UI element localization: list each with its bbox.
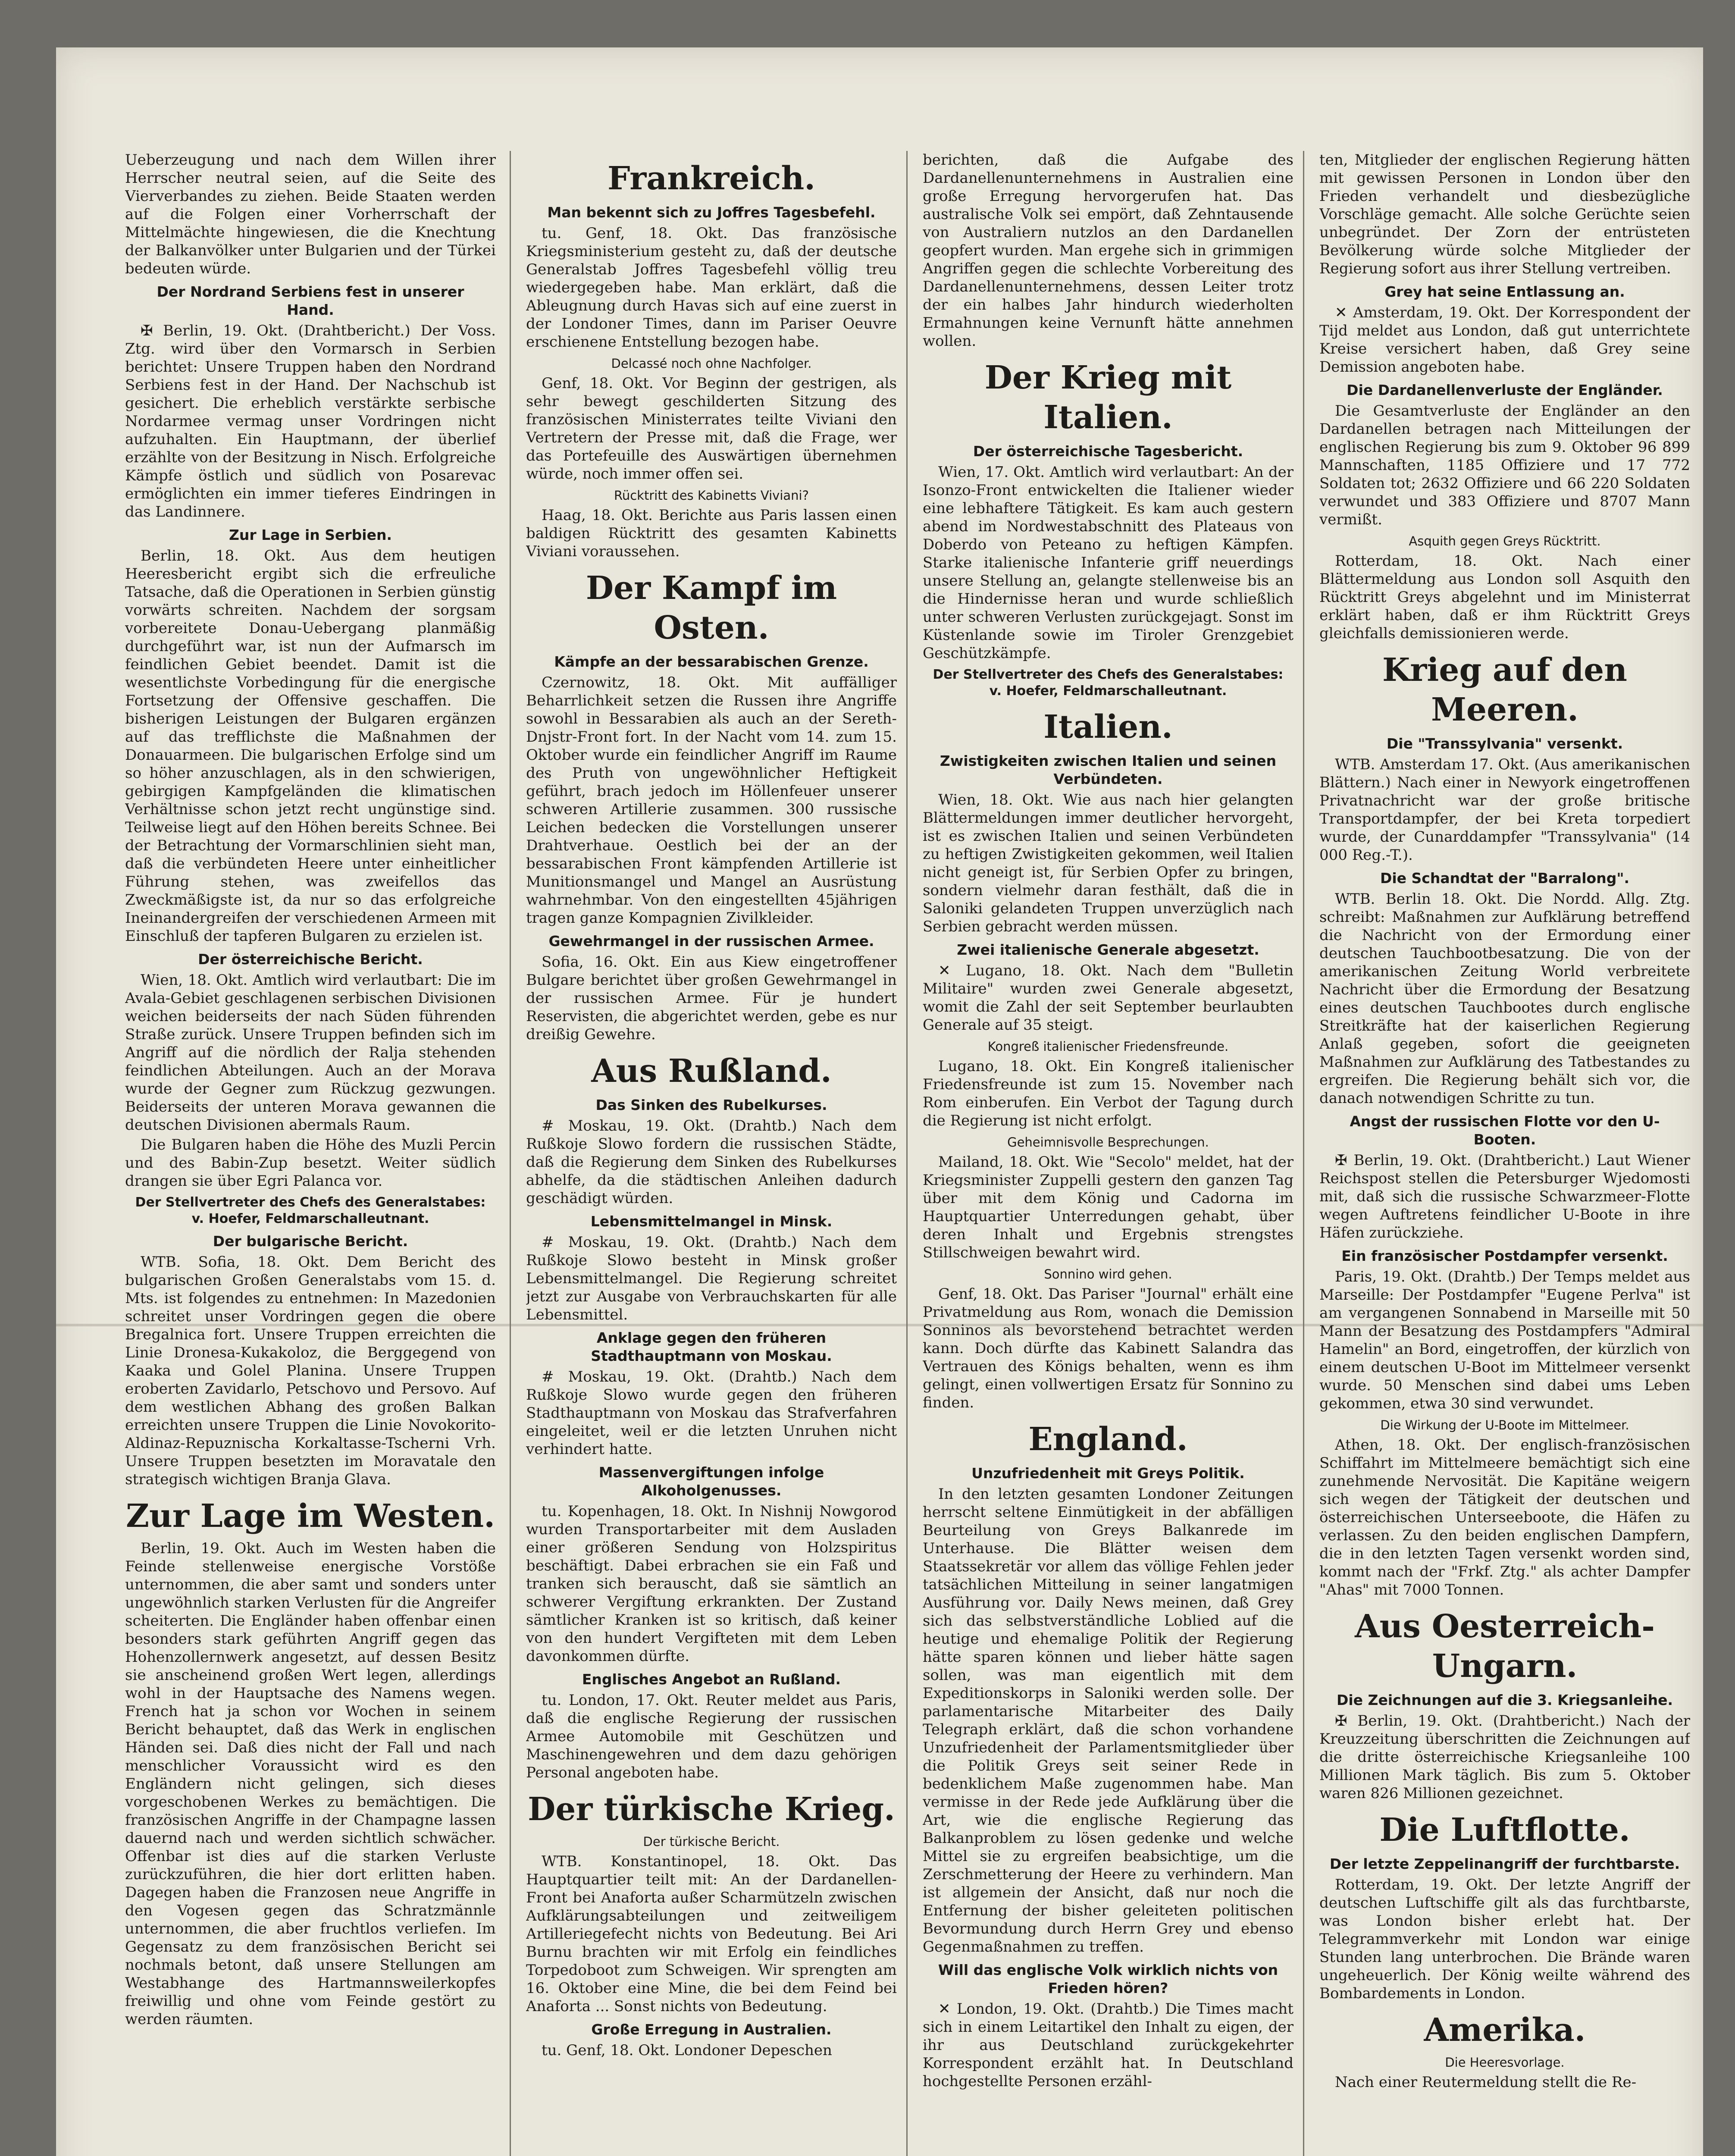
- article-paragraph: ✕ Amsterdam, 19. Okt. Der Korrespondent der Tijd meldet aus London, daß gut unterrichtete Kreise versichert haben, daß Grey seine Demission angeboten habe.: [1319, 304, 1690, 376]
- article-subheading: Kämpfe an der bessarabischen Grenze.: [554, 653, 869, 670]
- section-headline: Krieg auf den Meeren.: [1382, 652, 1627, 728]
- article-paragraph: ✠ Berlin, 19. Okt. (Drahtbericht.) Der Voss. Ztg. wird über den Vormarsch in Serbien berichtet: Unsere Truppen haben den Nordrand Serbiens fest in der Hand. Der Nachschub ist gesichert. Die erheblich verstärkte serbische Nordarmee vermag unser Vordringen nicht aufzuhalten. Ein Hauptmann, der überlief erzählte von der Besitzung in Nisch. Erfolgreiche Kämpfe östlich und südlich von Posarevac ermöglichten ein immer tieferes Eindringen in das Landinnere.: [125, 322, 496, 520]
- article-kicker: Sonnino wird gehen.: [1044, 1267, 1172, 1282]
- article-subheading: Zur Lage in Serbien.: [229, 526, 392, 543]
- column-2: [526, 151, 897, 2156]
- article-subheading: Die "Transsylvania" versenkt.: [1386, 735, 1623, 752]
- column-3: [923, 151, 1293, 2156]
- article-subheading: Will das englische Volk wirklich nichts von Frieden hören?: [938, 1962, 1278, 1996]
- article-paragraph: WTB. Amsterdam 17. Okt. (Aus amerikanischen Blättern.) Nach einer in Newyork eingetroffenen Privatnachricht war der große britische Transportdampfer, der bei Kreta torpediert wurde, der Cunarddampfer "Transsylvania" (14 000 Reg.-T.).: [1319, 756, 1690, 864]
- column-rule: [906, 151, 908, 2156]
- article-subheading: Lebensmittelmangel in Minsk.: [590, 1213, 833, 1230]
- article-subheading: Man bekennt sich zu Joffres Tagesbefehl.: [547, 204, 876, 221]
- article-paragraph: Wien, 18. Okt. Wie aus nach hier gelangten Blättermeldungen immer deutlicher hervorgeht, ist es zwischen Italien und seinen Verbündeten zu heftigen Zwistigkeiten gekommen, weil Italien nicht geneigt ist, für Serbien Opfer zu bringen, sondern vielmehr daran festhält, daß die in Saloniki gelandeten Truppen unverzüglich nach Serbien gebracht werden müssen.: [923, 791, 1293, 935]
- article-paragraph: Rotterdam, 18. Okt. Nach einer Blättermeldung aus London soll Asquith den Rücktritt Greys abgelehnt und im Ministerrat erklärt haben, daß er ihm Rücktritt Greys gleichfalls demissionieren werde.: [1319, 552, 1690, 642]
- article-paragraph: Die Bulgaren haben die Höhe des Muzli Percin und des Babin-Zup besetzt. Weiter südlich drangen sie über Egri Palanca vor.: [125, 1136, 496, 1190]
- article-paragraph: Athen, 18. Okt. Der englisch-französischen Schiffahrt im Mittelmeere bemächtigt sich eine zunehmende Nervosität. Die Kapitäne weigern sich wegen der Tätigkeit der deutschen und österreichischen Unterseeboote, die Häfen zu verlassen. Zu den beiden englischen Dampfern, die in den letzten Tagen versenkt worden sind, kommt nach der "Frkf. Ztg." als achter Dampfer "Ahas" mit 7000 Tonnen.: [1319, 1436, 1690, 1598]
- article-paragraph: tu. Kopenhagen, 18. Okt. In Nishnij Nowgorod wurden Transportarbeiter mit dem Ausladen einer größeren Sendung von Holzspiritus beschäftigt. Dabei erbrachen sie ein Faß und tranken sich berauscht, daß sie sämtlich an schwerer Vergiftung erkrankten. Der Zustand sämtlicher Kranken ist so kritisch, daß keiner von den hundert Vergifteten mit dem Leben davonkommen dürfte.: [526, 1503, 897, 1665]
- article-subheading: Der Nordrand Serbiens fest in unserer Hand.: [157, 283, 464, 318]
- article-paragraph: ✠ Berlin, 19. Okt. (Drahtbericht.) Laut Wiener Reichspost stellen die Petersburger Wjedomosti mit, daß sich die russische Schwarzmeer-Flotte wegen Auftretens feindlicher U-Boote in ihre Häfen zurückziehe.: [1319, 1152, 1690, 1241]
- article-paragraph: WTB. Berlin 18. Okt. Die Nordd. Allg. Ztg. schreibt: Maßnahmen zur Aufklärung betreffend die Nachricht von der Ermordung einer deutschen Tauchbootbesatzung. Die von der amerikanischen Zeitung World verbreitete Nachricht über die Ermordung der Besatzung eines deutschen Tauchbootes durch englische Streitkräfte hat der kaiserlichen Regierung Anlaß gegeben, sofort die geeigneten Maßnahmen zur Aufklärung des Tatbestandes zu ergreifen. Die Regierung behält sich vor, die danach notwendigen Schritte zu tun.: [1319, 890, 1690, 1107]
- article-subheading: Große Erregung in Australien.: [591, 2021, 832, 2038]
- article-paragraph: Berlin, 18. Okt. Aus dem heutigen Heeresbericht ergibt sich die erfreuliche Tatsache, daß die Operationen in Serbien günstig vorwärts schreiten. Nachdem der sorgsam vorbereitete Donau-Uebergang planmäßig durchgeführt war, ist nun der Aufmarsch im feindlichen Gebiet beendet. Damit ist die wesentlichste Vorbedingung für die energische Fortsetzung der Offensive geschaffen. Die bisherigen Leistungen der Bulgaren ergänzen auf das trefflichste die Maßnahmen der Donauarmeen. Die bulgarischen Erfolge sind um so höher anzuschlagen, als in den schwierigen, gebirgigen Kampfgeländen die klimatischen Verhältnisse schon jetzt recht ungünstige sind. Teilweise liegt auf den Höhen bereits Schnee. Bei der Betrachtung der Vormarschlinien sieht man, daß die verbündeten Heere unter einheitlicher Führung stehen, was zweifellos das Zweckmäßigste ist, da nur so das erfolgreiche Ineinandergreifen der verschiedenen Armeen mit Einschluß der tapferen Bulgaren zu erzielen ist.: [125, 547, 496, 945]
- signature-line: Der Stellvertreter des Chefs des Generalstabes: v. Hoefer, Feldmarschalleutnant.: [933, 667, 1284, 699]
- article-paragraph: Wien, 17. Okt. Amtlich wird verlautbart: An der Isonzo-Front entwickelten die Italiener wieder eine lebhaftere Tätigkeit. Es kam auch gestern abend im Nordwestabschnitt des Plateaus von Doberdo von Peteano zu heftigen Kämpfen. Starke italienische Infanterie griff neuerdings unsere Stellung an, gelangte stellenweise bis an die Hindernisse heran und wurde schließlich unter schweren Verlusten zurückgejagt. Sonst im Küstenlande sowie im Tiroler Grenzgebiet Geschützkämpfe.: [923, 464, 1293, 662]
- article-kicker: Asquith gegen Greys Rücktritt.: [1409, 534, 1601, 548]
- article-subheading: Massenvergiftungen infolge Alkoholgenusses.: [598, 1464, 824, 1499]
- article-paragraph: Sofia, 16. Okt. Ein aus Kiew eingetroffener Bulgare berichtet über großen Gewehrmangel in der russischen Armee. Für je hundert Reservisten, die abgerichtet werden, gebe es nur dreißig Gewehre.: [526, 953, 897, 1043]
- column-1: [125, 151, 496, 2156]
- article-kicker: Geheimnisvolle Besprechungen.: [1007, 1135, 1209, 1150]
- article-paragraph: # Moskau, 19. Okt. (Drahtb.) Nach dem Rußkoje Slowo wurde gegen den früheren Stadthauptmann von Moskau das Strafverfahren eingeleitet, weil er die letzten Unruhen nicht verhindert hatte.: [526, 1368, 897, 1458]
- article-paragraph: In den letzten gesamten Londoner Zeitungen herrscht seltene Einmütigkeit in der abfälligen Beurteilung von Greys Balkanrede im Unterhause. Die Blätter weisen dem Staatssekretär vor allem das völlige Fehlen jeder tatsächlichen Mitteilung in seiner langatmigen Ausführung vor. Daily News meinen, daß Grey sich das selbstverständliche Loblied auf die heutige und ehemalige Politik der Regierung hätte sparen können und lieber hätte sagen sollen, was man eigentlich mit dem Expeditionskorps in Saloniki werden solle. Der parlamentarische Mitarbeiter des Daily Telegraph erklärt, daß die schon vorhandene Unzufriedenheit der Parlamentsmitglieder über die Politik Greys seit seiner Rede in bedenklichem Maße zugenommen habe. Man vermisse in der Rede jede Aufklärung über die Art, wie die englische Regierung das Balkanproblem zu lösen gedenke und welche Mittel sie zu ergreifen beabsichtige, um die Zerschmetterung der Heere zu verhindern. Man ist allgemein der Ansicht, daß nur noch die Entfernung der bisher geleiteten politischen Bevormundung durch Herrn Grey und ebenso Gegenmaßnahmen zu treffen.: [923, 1485, 1293, 1955]
- article-paragraph: WTB. Sofia, 18. Okt. Dem Bericht des bulgarischen Großen Generalstabs vom 15. d. Mts. ist folgendes zu entnehmen: In Mazedonien schreitet unser Vordringen gegen die obere Bregalnica fort. Unsere Truppen erreichten die Linie Dronesa-Kukakoloz, die Berggegend von Kaaka und Golel Planina. Unsere Truppen eroberten Zavidarlo, Petschovo und Persovo. Auf dem westlichen Abhang des großen Balkan erreichten unsere Truppen die Linie Novokorito-Aldinaz-Repuznischa Korkaltasse-Tscherni Vrh. Unsere Truppen besetzten im Moravatale den strategisch wichtigen Branja Glava.: [125, 1253, 496, 1488]
- article-paragraph: tu. Genf, 18. Okt. Das französische Kriegsministerium gesteht zu, daß der deutsche Generalstab Joffres Tagesbefehl völlig treu wiedergegeben habe. Man erklärt, daß die Ableugnung durch Havas sich auf eine zuerst in der Londoner Times, dann im Pariser Oeuvre erschienene Entstellung bezogen habe.: [526, 225, 897, 351]
- article-paragraph: # Moskau, 19. Okt. (Drahtb.) Nach dem Rußkoje Slowo fordern die russischen Städte, daß die Regierung dem Sinken des Rubelkurses abhelfe, da die städtischen Anleihen dadurch geschädigt würden.: [526, 1117, 897, 1207]
- article-subheading: Zwistigkeiten zwischen Italien und seinen Verbündeten.: [940, 752, 1277, 787]
- section-headline: England.: [1028, 1421, 1188, 1458]
- section-headline: Frankreich.: [607, 160, 816, 197]
- article-subheading: Der österreichische Tagesbericht.: [973, 443, 1243, 460]
- article-paragraph: Die Gesamtverluste der Engländer an den Dardanellen betragen nach Mitteilungen der englischen Regierung bis zum 9. Oktober 96 899 Mannschaften, 1185 Offiziere und 17 772 Soldaten tot; 2632 Offiziere und 66 220 Soldaten verwundet und 383 Offiziere und 8707 Mann vermißt.: [1319, 402, 1690, 528]
- article-subheading: Die Zeichnungen auf die 3. Kriegsanleihe.: [1336, 1692, 1673, 1708]
- section-headline: Amerika.: [1424, 2012, 1586, 2049]
- article-subheading: Die Dardanellenverluste der Engländer.: [1347, 382, 1663, 398]
- article-subheading: Zwei italienische Generale abgesetzt.: [957, 941, 1259, 958]
- newspaper-page: [56, 47, 1703, 2156]
- article-kicker: Kongreß italienischer Friedensfreunde.: [987, 1039, 1229, 1054]
- article-paragraph: ✕ Lugano, 18. Okt. Nach dem "Bulletin Militaire" wurden zwei Generale abgesetzt, womit die Zahl der seit September beurlaubten Generale auf 35 steigt.: [923, 962, 1293, 1034]
- article-subheading: Anklage gegen den früheren Stadthauptmann von Moskau.: [591, 1329, 832, 1364]
- article-paragraph: Czernowitz, 18. Okt. Mit auffälliger Beharrlichkeit setzen die Russen ihre Angriffe sowohl in Bessarabien als auch an der Sereth-Dnjstr-Front fort. In der Nacht vom 14. zum 15. Oktober wurde ein feindlicher Angriff im Raume des Pruth von ungewöhnlicher Heftigkeit geführt, brach jedoch im Höllenfeuer unserer schweren Artillerie zusammen. 300 russische Leichen bedecken die Vorstellungen unserer Drahtverhaue. Oestlich bei der an der bessarabischen Front kämpfenden Artillerie ist Munitionsmangel und Mangel an Ausrüstung wahrnehmbar. Von den eingestellten 45jährigen tragen ganze Kompagnien Zivilkleider.: [526, 674, 897, 927]
- article-paragraph: Rotterdam, 19. Okt. Der letzte Angriff der deutschen Luftschiffe gilt als das furchtbarste, was London bisher erlebt hat. Der Telegrammverkehr mit London war einige Stunden lang unterbrochen. Die Brände waren ungeheuerlich. Der König weilte während des Bombardements in London.: [1319, 1876, 1690, 2002]
- article-subheading: Der österreichische Bericht.: [198, 951, 423, 968]
- section-headline: Zur Lage im Westen.: [126, 1498, 495, 1535]
- article-subheading: Der bulgarische Bericht.: [213, 1233, 408, 1250]
- article-subheading: Englisches Angebot an Rußland.: [582, 1671, 841, 1688]
- signature-line: Der Stellvertreter des Chefs des Generalstabes: v. Hoefer, Feldmarschalleutnant.: [135, 1195, 486, 1226]
- article-subheading: Gewehrmangel in der russischen Armee.: [548, 933, 874, 950]
- article-paragraph: Ueberzeugung und nach dem Willen ihrer Herrscher neutral seien, auf die Seite des Vierverbandes zu ziehen. Beide Staaten werden auf die Folgen einer Vorherrschaft der Mittelmächte hingewiesen, die die Knechtung der Balkanvölker unter Bulgarien und der Türkei bedeuten würde.: [125, 151, 496, 277]
- article-paragraph: tu. Genf, 18. Okt. Londoner Depeschen: [542, 2042, 832, 2059]
- article-paragraph: Wien, 18. Okt. Amtlich wird verlautbart: Die im Avala-Gebiet geschlagenen serbischen Divisionen weichen beiderseits der nach Süden führenden Straße zurück. Unsere Truppen befinden sich im Angriff auf die nördlich der Ralja stehenden feindlichen Abteilungen. Auch an der Morava wurde der Gegner zum Rückzug gezwungen. Beiderseits der unteren Morava gewannen die deutschen Divisionen abermals Raum.: [125, 971, 496, 1134]
- section-headline: Aus Oesterreich-Ungarn.: [1355, 1608, 1655, 1685]
- article-paragraph: Genf, 18. Okt. Vor Beginn der gestrigen, als sehr bewegt geschilderten Sitzung des französischen Ministerrates teilte Viviani den Vertretern der Presse mit, daß die Frage, wer das Portefeuille des Auswärtigen übernehmen würde, noch immer offen sei.: [526, 375, 897, 483]
- section-headline: Der Kampf im Osten.: [586, 570, 837, 646]
- article-subheading: Der letzte Zeppelinangriff der furchtbarste.: [1329, 1855, 1680, 1872]
- article-subheading: Ein französischer Postdampfer versenkt.: [1341, 1247, 1668, 1264]
- section-headline: Italien.: [1043, 708, 1173, 746]
- article-paragraph: ✠ Berlin, 19. Okt. (Drahtbericht.) Nach der Kreuzzeitung überschritten die Zeichnungen auf die dritte österreichische Kriegsanleihe 100 Millionen Mark täglich. Bis zum 5. Oktober waren 826 Millionen gezeichnet.: [1319, 1712, 1690, 1802]
- article-paragraph: ✕ London, 19. Okt. (Drahtb.) Die Times macht sich in einem Leitartikel den Inhalt zu eigen, der ihr aus Deutschland zurückgekehrter Korrespondent erzählt hat. In Deutschland hochgestellte Personen erzähl-: [923, 2000, 1293, 2090]
- column-rule: [1303, 151, 1304, 2156]
- article-subheading: Das Sinken des Rubelkurses.: [595, 1097, 827, 1113]
- article-subheading: Die Schandtat der "Barralong".: [1380, 870, 1630, 887]
- section-headline: Die Luftflotte.: [1379, 1811, 1630, 1849]
- section-headline: Aus Rußland.: [591, 1053, 832, 1090]
- section-headline: Der Krieg mit Italien.: [984, 359, 1232, 436]
- article-paragraph: tu. London, 17. Okt. Reuter meldet aus Paris, daß die englische Regierung der russischen Armee Automobile mit Geschützen und Maschinengewehren und dem dazu gehörigen Personal angeboten habe.: [526, 1692, 897, 1781]
- article-kicker: Der türkische Bericht.: [643, 1834, 780, 1849]
- column-rule: [510, 151, 511, 2156]
- article-subheading: Unzufriedenheit mit Greys Politik.: [971, 1465, 1245, 1482]
- column-4: [1319, 151, 1690, 2156]
- article-paragraph: berichten, daß die Aufgabe des Dardanellenunternehmens in Australien eine große Erregung hervorgerufen hat. Das australische Volk sei empört, daß Zehntausende von Australiern nutzlos an den Dardanellen geopfert wurden. Man ergehe sich in grimmigen Angriffen gegen die schlechte Vorbereitung des Dardanellenunternehmens, dessen Leiter trotz der ein halbes Jahr hindurch wiederholten Ermahnungen keine Vernunft hätte annehmen wollen.: [923, 151, 1293, 350]
- article-paragraph: # Moskau, 19. Okt. (Drahtb.) Nach dem Rußkoje Slowo besteht in Minsk großer Lebensmittelmangel. Die Regierung schreitet jetzt zur Ausgabe von Verbrauchskarten für alle Lebensmittel.: [526, 1234, 897, 1323]
- article-paragraph: Lugano, 18. Okt. Ein Kongreß italienischer Friedensfreunde ist zum 15. November nach Rom einberufen. Ein Verbot der Tagung durch die Regierung ist nicht erfolgt.: [923, 1058, 1293, 1129]
- article-subheading: Grey hat seine Entlassung an.: [1384, 283, 1625, 300]
- section-headline: Der türkische Krieg.: [528, 1791, 895, 1828]
- article-paragraph: Mailand, 18. Okt. Wie "Secolo" meldet, hat der Kriegsminister Zuppelli gestern den ganzen Tag über mit dem König und Cadorna im Hauptquartier Unterredungen gehabt, über deren Inhalt und Ergebnis strengstes Stillschweigen bewahrt wird.: [923, 1153, 1293, 1261]
- article-paragraph: Berlin, 19. Okt. Auch im Westen haben die Feinde stellenweise energische Vorstöße unternommen, die aber samt und sonders unter ungewöhnlich starken Verlusten für die Angreifer scheiterten. Die Engländer haben offenbar einen besonders stark geführten Angriff gegen das Hohenzollernwerk angesetzt, auf dessen Besitz sie anscheinend großen Wert legen, allerdings wohl in der Hauptsache des Namens wegen. French hat ja schon vor Wochen in seinem Bericht behauptet, daß das Werk in englischen Händen sei. Daß dies nicht der Fall und nach menschlicher Voraussicht wird es den Engländern nicht gelingen, sich dieses vorgeschobenen Werkes zu bemächtigen. Die französischen Angriffe in der Champagne lassen dauernd nach und werden sichtlich schwächer. Offenbar ist dies auf die starken Verluste zurückzuführen, die hier dort erlitten haben. Dagegen haben die Franzosen neue Angriffe in den Vogesen gegen das Schratzmännle unternommen, die aber fruchtlos verliefen. Im Gegensatz zu dem französischen Bericht sei nochmals betont, daß unsere Stellungen am Westabhange des Hartmannsweilerkopfes freiwillig und ohne vom Feinde gestört zu werden räumten.: [125, 1540, 496, 2028]
- article-subheading: Angst der russischen Flotte vor den U-Booten.: [1350, 1113, 1660, 1148]
- article-paragraph: Genf, 18. Okt. Das Pariser "Journal" erhält eine Privatmeldung aus Rom, wonach die Demission Sonninos als bevorstehend betrachtet werden kann. Doch dürfte das Kabinett Salandra das Vertrauen des Königs behalten, wenn es ihm gelingt, einen vollwertigen Ersatz für Sonnino zu finden.: [923, 1285, 1293, 1411]
- article-kicker: Rücktritt des Kabinetts Viviani?: [614, 488, 809, 503]
- article-paragraph: WTB. Konstantinopel, 18. Okt. Das Hauptquartier teilt mit: An der Dardanellen-Front bei Anaforta außer Scharmützeln zwischen Aufklärungsabteilungen und zeitweiligem Artilleriegefecht nichts von Bedeutung. Bei Ari Burnu brachten wir mit Erfolg ein feindliches Torpedoboot zum Schweigen. Wir sprengten am 16. Oktober eine Mine, die bei dem Feind bei Anaforta ... Sonst nichts von Bedeutung.: [526, 1853, 897, 2015]
- article-kicker: Die Wirkung der U-Boote im Mittelmeer.: [1380, 1418, 1629, 1432]
- article-paragraph: Paris, 19. Okt. (Drahtb.) Der Temps meldet aus Marseille: Der Postdampfer "Eugene Perlva" ist am vergangenen Sonnabend in Marseille mit 50 Mann der Besatzung des Postdampfers "Admiral Hamelin" an Bord, eingetroffen, der kürzlich von einem deutschen U-Boot im Mittelmeer versenkt wurde. 50 Menschen sind dabei ums Leben gekommen, etwa 30 sind verwundet.: [1319, 1268, 1690, 1412]
- article-paragraph: Haag, 18. Okt. Berichte aus Paris lassen einen baldigen Rücktritt des gesamten Kabinetts Viviani voraussehen.: [526, 507, 897, 560]
- article-kicker: Die Heeresvorlage.: [1445, 2055, 1565, 2070]
- article-kicker: Delcassé noch ohne Nachfolger.: [611, 356, 812, 371]
- article-paragraph: Nach einer Reutermeldung stellt die Re-: [1335, 2074, 1637, 2091]
- article-paragraph: ten, Mitglieder der englischen Regierung hätten mit gewissen Personen in London über den Frieden verhandelt und diesbezügliche Vorschläge gemacht. Alle solche Gerüchte seien unbegründet. Der Zorn der entrüsteten Bevölkerung würde solche Mitglieder der Regierung sofort aus ihrer Stellung vertreiben.: [1319, 151, 1690, 277]
